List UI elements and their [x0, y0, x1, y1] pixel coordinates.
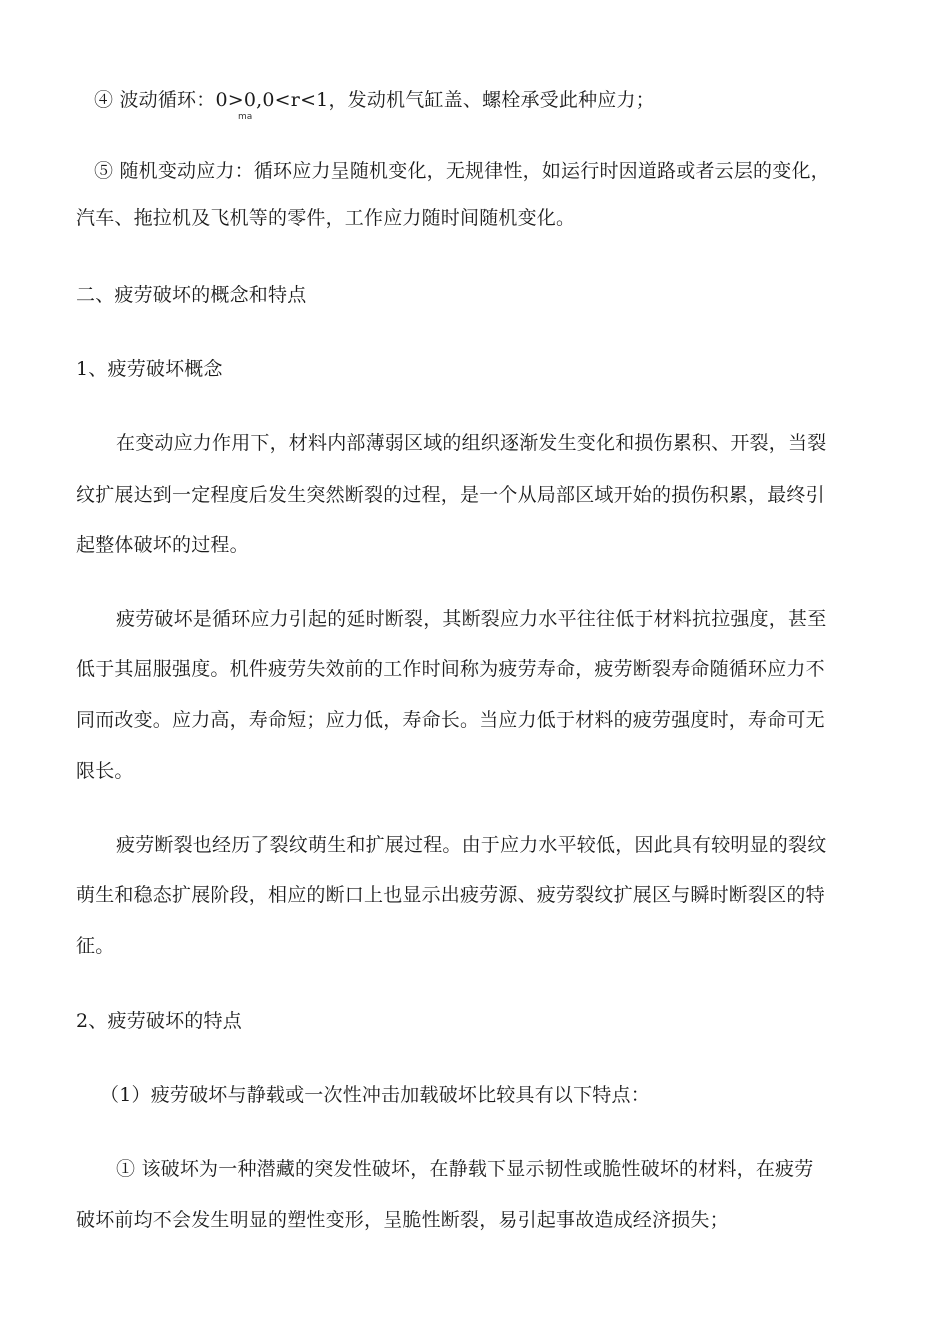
item-5-line-1: ⑤ 随机变动应力：循环应力呈随机变化，无规律性，如运行时因道路或者云层的变化，: [94, 160, 830, 182]
item-4-subscript: ma: [238, 112, 253, 122]
para-2-line-3: 同而改变。应力高，寿命短；应力低，寿命长。当应力低于材料的疲劳强度时，寿命可无: [76, 709, 825, 731]
subsection-2-item-1: （1）疲劳破坏与静载或一次性冲击加载破坏比较具有以下特点：: [100, 1084, 650, 1106]
section-2-heading: 二、疲劳破坏的概念和特点: [76, 284, 307, 306]
para-1-line-3: 起整体破坏的过程。: [76, 534, 249, 556]
para-2-line-2: 低于其屈服强度。机件疲劳失效前的工作时间称为疲劳寿命，疲劳断裂寿命随循环应力不: [76, 658, 825, 680]
subsection-1-heading: 1、疲劳破坏概念: [76, 358, 223, 380]
subsection-2-heading: 2、疲劳破坏的特点: [76, 1010, 242, 1032]
para-2-line-4: 限长。: [76, 760, 134, 782]
para-1-line-1: 在变动应力作用下，材料内部薄弱区域的组织逐渐发生变化和损伤累积、开裂，当裂: [116, 432, 827, 454]
para-2-line-1: 疲劳破坏是循环应力引起的延时断裂，其断裂应力水平往往低于材料抗拉强度，甚至: [116, 608, 827, 630]
point-1-line-2: 破坏前均不会发生明显的塑性变形，呈脆性断裂，易引起事故造成经济损失；: [76, 1209, 729, 1231]
item-4-wave-cycle: ④ 波动循环：0>0,0<r<1，发动机气缸盖、螺栓承受此种应力；: [94, 89, 655, 111]
para-3-line-2: 萌生和稳态扩展阶段，相应的断口上也显示出疲劳源、疲劳裂纹扩展区与瞬时断裂区的特: [76, 884, 825, 906]
para-3-line-3: 征。: [76, 935, 115, 957]
point-1-line-1: ① 该破坏为一种潜藏的突发性破坏，在静载下显示韧性或脆性破坏的材料，在疲劳: [116, 1158, 814, 1180]
para-1-line-2: 纹扩展达到一定程度后发生突然断裂的过程，是一个从局部区域开始的损伤积累，最终引: [76, 484, 825, 506]
item-5-line-2: 汽车、拖拉机及飞机等的零件，工作应力随时间随机变化。: [76, 207, 576, 229]
para-3-line-1: 疲劳断裂也经历了裂纹萌生和扩展过程。由于应力水平较低，因此具有较明显的裂纹: [116, 834, 827, 856]
